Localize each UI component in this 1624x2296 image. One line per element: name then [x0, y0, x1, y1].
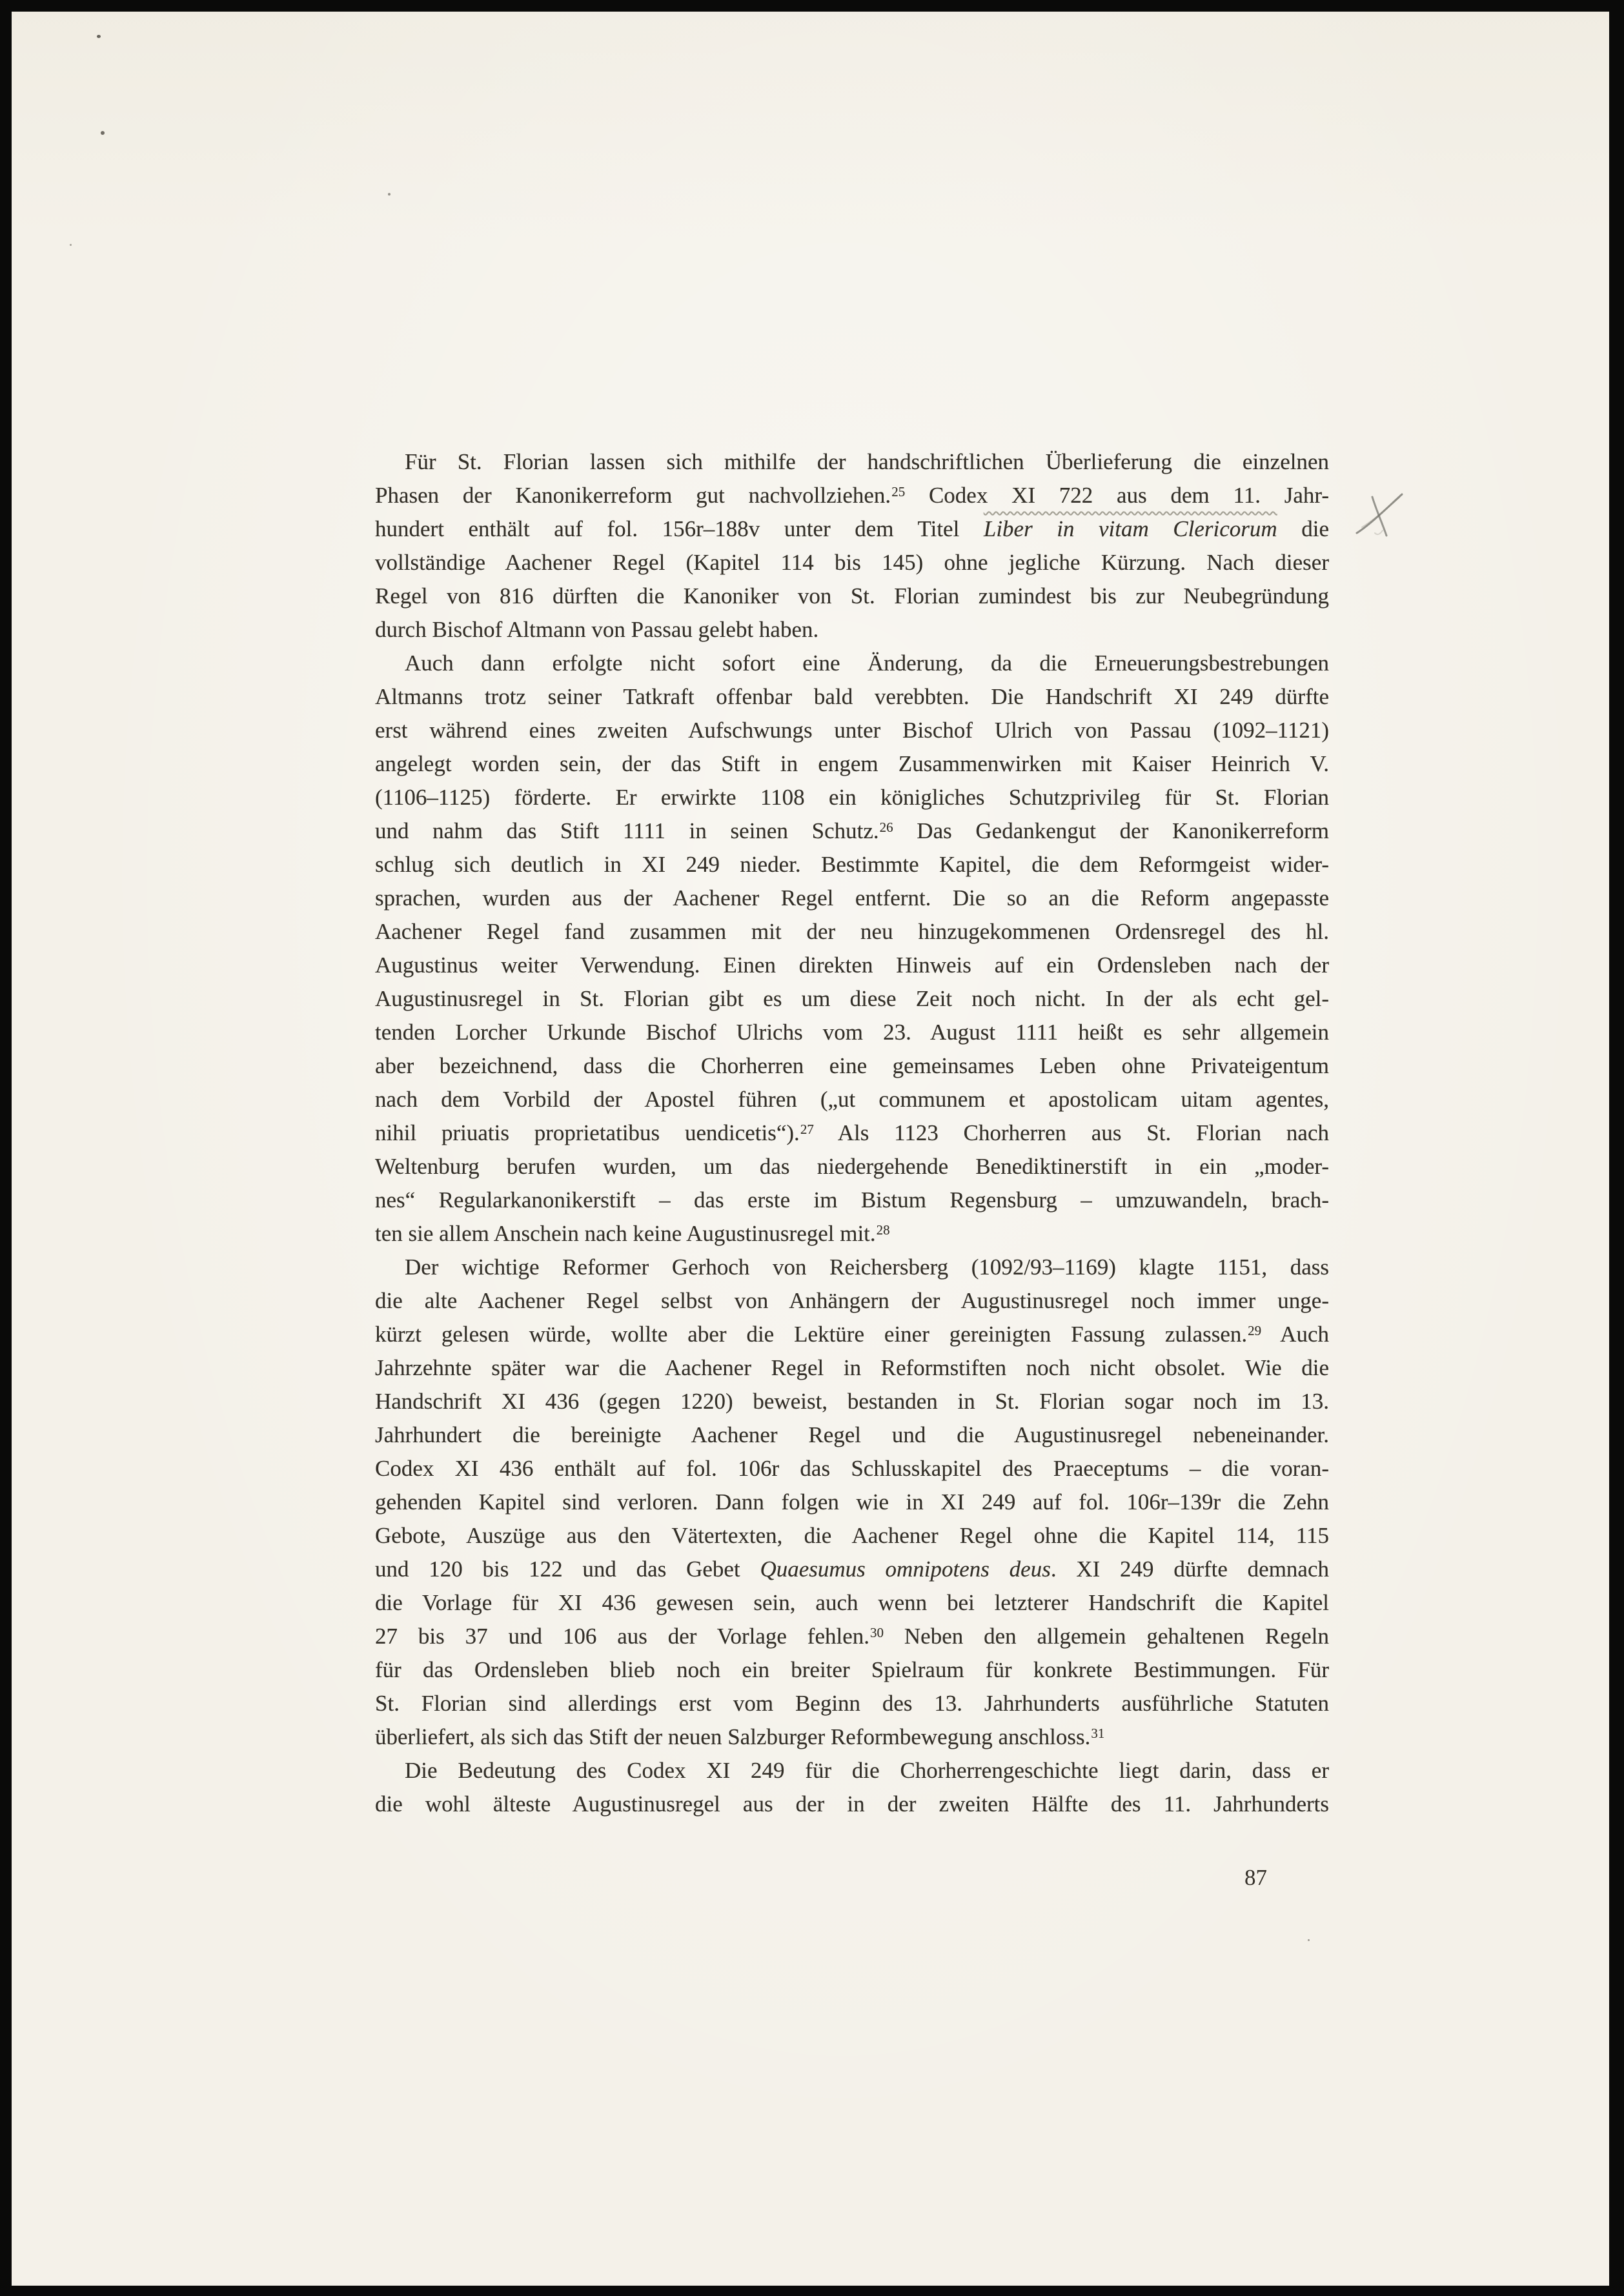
text-line: durch Bischof Altmann von Passau gelebt haben. [375, 617, 819, 642]
text-line: Weltenburg berufen wurden, um das niedergehende Benediktinerstift in ein „moder- [375, 1154, 1329, 1179]
text-line: Die Bedeutung des Codex XI 249 für die Chorherrengeschichte liegt darin, dass er [405, 1758, 1329, 1783]
paper-speck [70, 244, 72, 246]
text-line: die alte Aachener Regel selbst von Anhängern der Augustinusregel noch immer unge- [375, 1288, 1329, 1313]
text-line: schlug sich deutlich in XI 249 nieder. Bestimmte Kapitel, die dem Reformgeist wider- [375, 852, 1329, 877]
text-line: Altmanns trotz seiner Tatkraft offenbar bald verebbten. Die Handschrift XI 249 dürfte [375, 684, 1329, 709]
text-line: aber bezeichnend, dass die Chorherren eine gemeinsames Leben ohne Privateigentum [375, 1053, 1329, 1078]
text-line: und nahm das Stift 1111 in seinen Schutz.$^{26}$ Das Gedankengut der Kanonikerreform [375, 818, 1329, 843]
text-line: vollständige Aachener Regel (Kapitel 114 bis 145) ohne jegliche Kürzung. Nach dieser [375, 550, 1329, 575]
text-line: Der wichtige Reformer Gerhoch von Reichersberg (1092/93–1169) klagte 1151, dass [405, 1254, 1329, 1280]
text-line: Phasen der Kanonikerreform gut nachvollziehen.$^{25}$ Codex XI 722 aus dem 11. Jahr- [375, 483, 1329, 508]
text-line: Codex XI 436 enthält auf fol. 106r das Schlusskapitel des Praeceptums – die voran- [375, 1456, 1329, 1481]
paper [12, 12, 1609, 2286]
paper-speck [97, 35, 101, 38]
text-line: Für St. Florian lassen sich mithilfe der handschriftlichen Überlieferung die einzelnen [405, 449, 1329, 474]
pencil-x-icon [1353, 490, 1408, 543]
text-line: und 120 bis 122 und das Gebet Quaesumus omnipotens deus. XI 249 dürfte demnach [375, 1556, 1329, 1582]
text-line: kürzt gelesen würde, wollte aber die Lektüre einer gereinigten Fassung zulassen.$^{29}$ Auch [375, 1322, 1329, 1347]
text-line: ten sie allem Anschein nach keine Augustinusregel mit.$^{28}$ [375, 1221, 890, 1246]
text-line: überliefert, als sich das Stift der neuen Salzburger Reformbewegung anschloss.$^{31}$ [375, 1724, 1105, 1749]
text-line: Gebote, Auszüge aus den Vätertexten, die Aachener Regel ohne die Kapitel 114, 115 [375, 1523, 1329, 1548]
text-line: nach dem Vorbild der Apostel führen („ut communem et apostolicam uitam agentes, [375, 1087, 1329, 1112]
paper-speck [101, 131, 105, 135]
text-line: tenden Lorcher Urkunde Bischof Ulrichs vom 23. August 1111 heißt es sehr allgemein [375, 1020, 1329, 1045]
text-line: sprachen, wurden aus der Aachener Regel entfernt. Die so an die Reform angepasste [375, 885, 1329, 911]
text-line: angelegt worden sein, der das Stift in engem Zusammenwirken mit Kaiser Heinrich V. [375, 751, 1329, 776]
text-line: die wohl älteste Augustinusregel aus der in der zweiten Hälfte des 11. Jahrhunderts [375, 1791, 1329, 1817]
text-line: Regel von 816 dürften die Kanoniker von St. Florian zumindest bis zur Neubegründung [375, 583, 1329, 609]
text-line: die Vorlage für XI 436 gewesen sein, auch wenn bei letzterer Handschrift die Kapitel [375, 1590, 1329, 1615]
text-line: für das Ordensleben blieb noch ein breiter Spielraum für konkrete Bestimmungen. Für [375, 1657, 1329, 1682]
text-line: Jahrhundert die bereinigte Aachener Regel und die Augustinusregel nebeneinander. [375, 1422, 1329, 1447]
text-line: hundert enthält auf fol. 156r–188v unter dem Titel Liber in vitam Clericorum die [375, 516, 1329, 541]
text-line: nes“ Regularkanonikerstift – das erste im Bistum Regensburg – umzuwandeln, brach- [375, 1187, 1329, 1213]
text-line: Augustinus weiter Verwendung. Einen direkten Hinweis auf ein Ordensleben nach der [375, 952, 1329, 978]
paper-speck [388, 193, 391, 196]
text-line: Augustinusregel in St. Florian gibt es um diese Zeit noch nicht. In der als echt gel- [375, 986, 1329, 1011]
text-line: erst während eines zweiten Aufschwungs unter Bischof Ulrich von Passau (1092–1121) [375, 718, 1329, 743]
text-line: Aachener Regel fand zusammen mit der neu hinzugekommenen Ordensregel des hl. [375, 919, 1329, 944]
paper-speck [1308, 1939, 1310, 1941]
text-line: (1106–1125) förderte. Er erwirkte 1108 ein königliches Schutzprivileg für St. Florian [375, 785, 1329, 810]
text-line: gehenden Kapitel sind verloren. Dann folgen wie in XI 249 auf fol. 106r–139r die Zehn [375, 1489, 1329, 1515]
page-number: 87 [1244, 1865, 1267, 1890]
text-line: 27 bis 37 und 106 aus der Vorlage fehlen.$^{30}$ Neben den allgemein gehaltenen Regeln [375, 1624, 1329, 1649]
text-line: Handschrift XI 436 (gegen 1220) beweist, bestanden in St. Florian sogar noch im 13. [375, 1389, 1329, 1414]
text-line: nihil priuatis proprietatibus uendicetis“).$^{27}$ Als 1123 Chorherren aus St. Florian nach [375, 1120, 1329, 1145]
text-line: Jahrzehnte später war die Aachener Regel in Reformstiften noch nicht obsolet. Wie die [375, 1355, 1329, 1380]
text-line: St. Florian sind allerdings erst vom Beginn des 13. Jahrhunderts ausführliche Statuten [375, 1691, 1329, 1716]
text-line: Auch dann erfolgte nicht sofort eine Änderung, da die Erneuerungsbestrebungen [405, 650, 1329, 676]
text-block [375, 445, 1329, 1821]
